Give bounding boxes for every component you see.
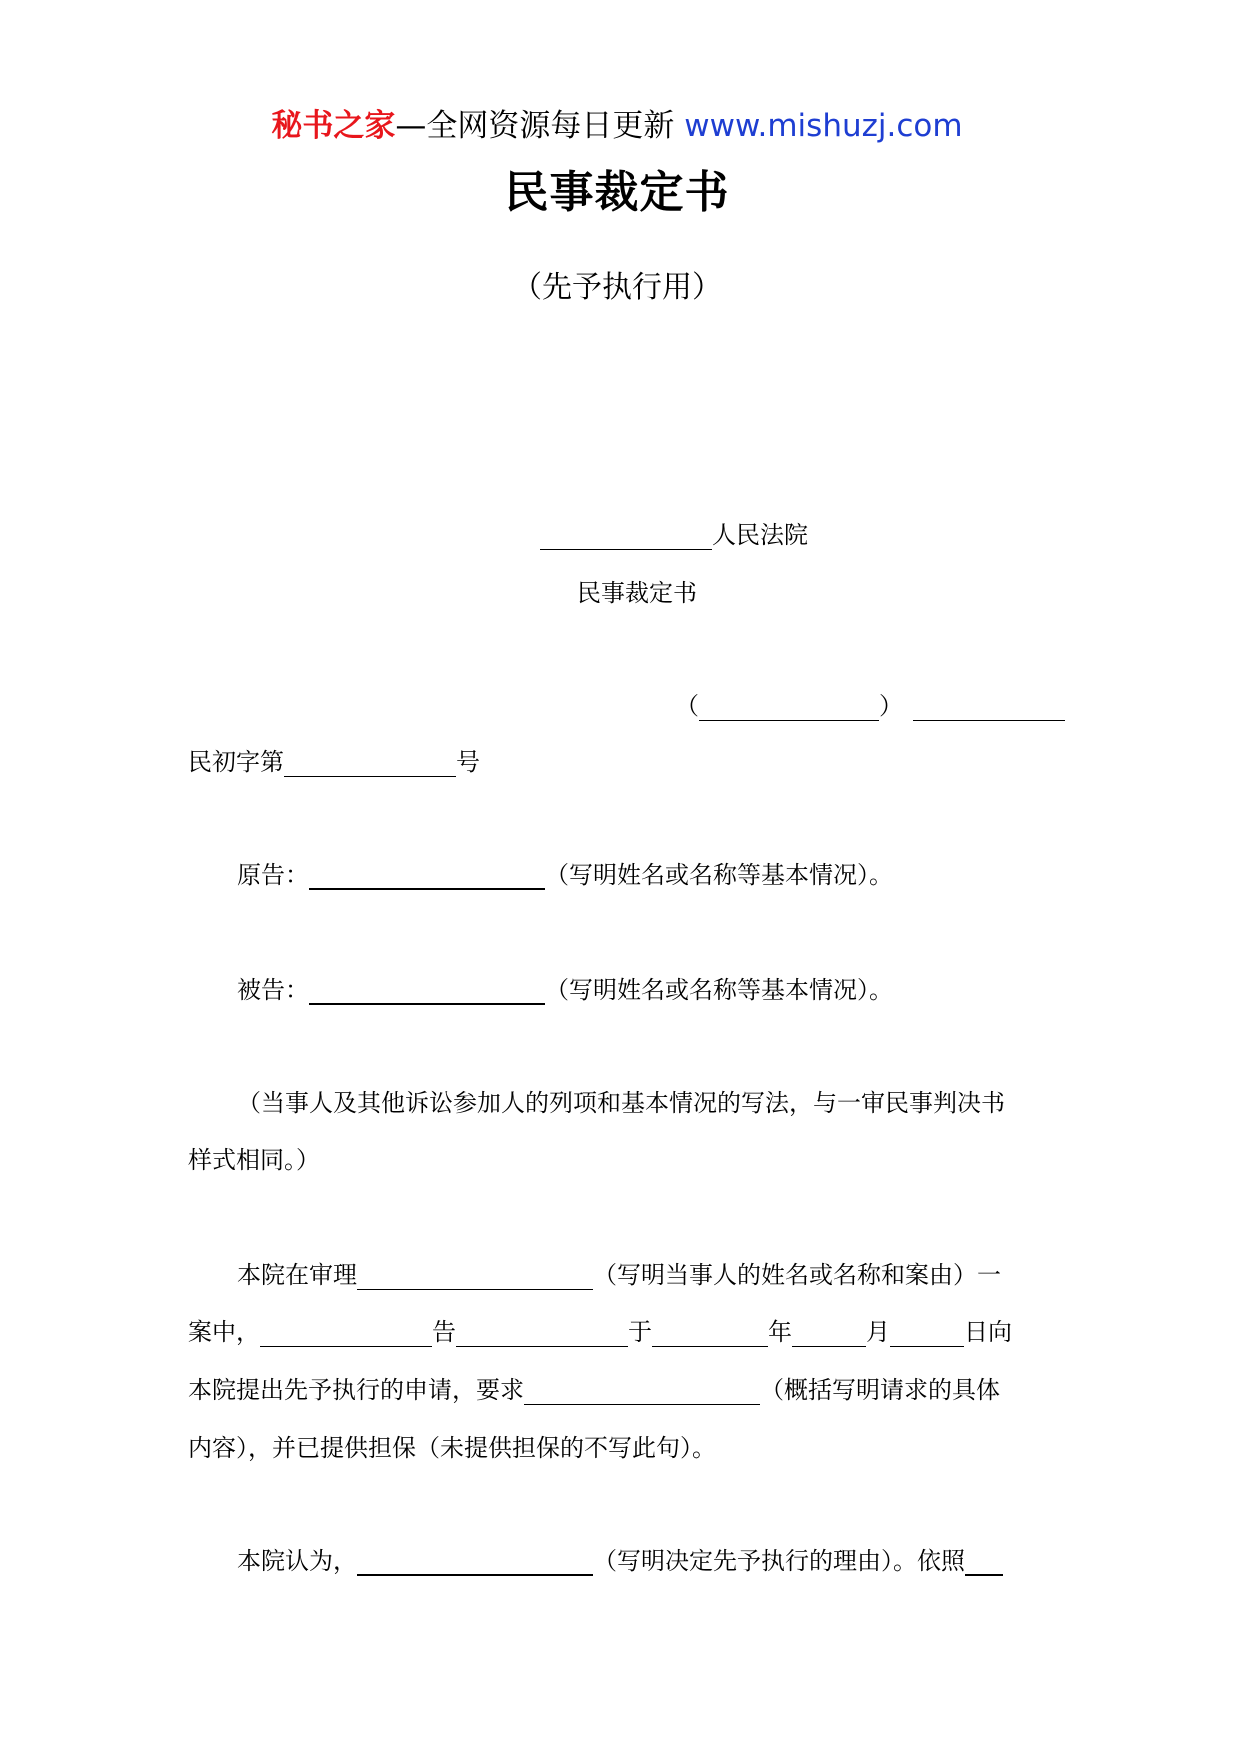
para1-text-d: 告 (432, 1318, 456, 1346)
case-open-paren: （ (675, 692, 699, 720)
case-seq-blank (284, 751, 456, 777)
para1-text-b: （写明当事人的姓名或名称和案由）一 (593, 1261, 1001, 1289)
note-line-2: 样式相同。） (188, 1146, 320, 1174)
para1-text-g: 月 (866, 1318, 890, 1346)
brand-name: 秘书之家 (271, 108, 396, 144)
document-name: 民事裁定书 (577, 579, 697, 607)
page-title: 民事裁定书 (504, 167, 730, 218)
para1-line-4: 内容），并已提供担保（未提供担保的不写此句）。 (188, 1434, 716, 1462)
para1-line-1 (237, 1255, 1001, 1290)
court-name-blank (540, 524, 712, 550)
banner-slogan: 全网资源每日更新 (426, 108, 685, 144)
request-blank (524, 1379, 760, 1405)
para1-text-i: 本院提出先予执行的申请，要求 (188, 1376, 524, 1404)
day-blank (890, 1321, 964, 1347)
applicant-name-blank (456, 1321, 628, 1347)
para2-text-b: （写明决定先予执行的理由）。依照 (593, 1547, 965, 1575)
month-blank (792, 1321, 866, 1347)
plaintiff-line (237, 855, 893, 890)
legal-basis-blank (965, 1549, 1003, 1576)
case-court-code-blank (913, 695, 1065, 721)
para2-text-a: 本院认为， (237, 1547, 357, 1575)
year-blank (652, 1321, 768, 1347)
case-year-blank (699, 695, 879, 721)
para2-line-1 (237, 1541, 1003, 1576)
para1-line-3 (188, 1370, 1000, 1405)
defendant-blank (309, 978, 545, 1005)
case-close-paren: ） (879, 692, 903, 720)
para1-text-j: （概括写明请求的具体 (760, 1376, 1000, 1404)
case-number-line-2 (188, 742, 480, 777)
defendant-label: 被告： (237, 976, 309, 1004)
court-suffix: 人民法院 (712, 521, 808, 549)
para1-text-c: 案中， (188, 1318, 260, 1346)
site-url-link[interactable]: www.mishuzj.com (684, 108, 963, 144)
plaintiff-hint: （写明姓名或名称等基本情况）。 (545, 861, 893, 889)
page-subtitle: （先予执行用） (512, 270, 722, 305)
plaintiff-blank (309, 863, 545, 890)
para1-line-2 (188, 1312, 1012, 1347)
para1-text-a: 本院在审理 (237, 1261, 357, 1289)
plaintiff-label: 原告： (237, 861, 309, 889)
reason-blank (357, 1549, 593, 1576)
site-banner (0, 100, 1234, 145)
case-prefix: 民初字第 (188, 748, 284, 776)
applicant-role-blank (260, 1321, 432, 1347)
case-number-line (675, 686, 1065, 721)
para1-text-h: 日向 (964, 1318, 1012, 1346)
banner-dash: — (395, 108, 427, 144)
case-suffix: 号 (456, 748, 480, 776)
defendant-hint: （写明姓名或名称等基本情况）。 (545, 976, 893, 1004)
para1-text-e: 于 (628, 1318, 652, 1346)
court-name-line (540, 515, 808, 550)
para1-text-f: 年 (768, 1318, 792, 1346)
note-line-1: （当事人及其他诉讼参加人的列项和基本情况的写法，与一审民事判决书 (237, 1089, 1005, 1117)
defendant-line (237, 970, 893, 1005)
case-parties-blank (357, 1264, 593, 1290)
